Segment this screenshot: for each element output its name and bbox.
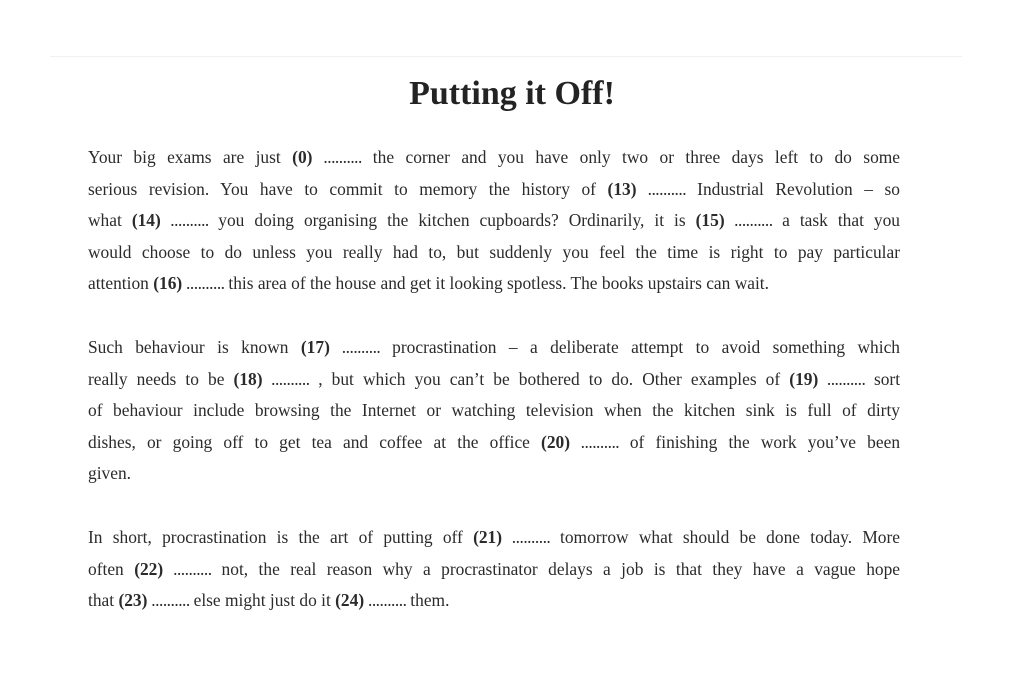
text-line [88, 174, 900, 206]
question-number: (20) [541, 431, 571, 452]
passage-text: of behaviour include browsing the Internet or watching television when the kitchen sink is full of dirty [88, 400, 900, 421]
question-number: (21) [473, 527, 503, 547]
passage-text: Your big exams are just [88, 147, 293, 167]
answer-blank: .......... [502, 527, 561, 547]
passage-text: that [88, 590, 119, 611]
text-line [88, 364, 900, 396]
passage-text: what [88, 210, 132, 231]
question-number: (0) [292, 147, 313, 167]
text-line [88, 142, 900, 174]
passage-text: would choose to do unless you really had to, but suddenly you feel the time is right to pay particular [88, 241, 900, 262]
passage-text: a task that you [782, 210, 901, 231]
question-number: (15) [695, 210, 725, 231]
passage-text: else might just do it [193, 590, 336, 611]
question-number: (19) [789, 368, 819, 389]
passage-text: In short, procrastination is the art of putting off [88, 527, 474, 547]
passage-text: of finishing the work you’ve been [629, 431, 901, 452]
passage-text: attention [88, 273, 154, 294]
passage-text: them. [410, 590, 450, 611]
question-number: (14) [131, 210, 161, 231]
answer-blank: .......... [160, 210, 219, 231]
text-line [88, 554, 900, 586]
answer-blank: .......... [182, 273, 229, 294]
answer-blank: .......... [724, 210, 783, 231]
passage-text: tomorrow what should be done today. More [560, 527, 901, 547]
passage-text: given. [88, 463, 131, 484]
answer-blank: .......... [570, 431, 630, 452]
passage-text: really needs to be [88, 368, 234, 389]
question-number: (22) [134, 558, 164, 579]
text-line [88, 585, 900, 617]
question-number: (17) [300, 337, 330, 357]
answer-blank: .......... [329, 337, 393, 357]
text-line [88, 205, 900, 237]
text-line [88, 522, 900, 554]
answer-blank: .......... [818, 368, 874, 389]
question-number: (16) [153, 273, 183, 294]
passage-text: Industrial Revolution – so [697, 178, 900, 199]
answer-blank: .......... [312, 147, 373, 167]
passage-text: dishes, or going off to get tea and coffee at the office [88, 431, 542, 452]
passage-text: not, the real reason why a procrastinator delays a job is that they have a vague hope [221, 558, 901, 579]
passage-text: this area of the house and get it looking spotless. The books upstairs can wait. [228, 273, 769, 294]
passage-text: Such behaviour is known [88, 337, 301, 357]
paragraph-3 [88, 522, 900, 617]
passage-text: , but which you can’t be bothered to do. Other examples of [318, 368, 790, 389]
text-line [88, 237, 900, 269]
text-line [88, 427, 900, 459]
passage-text: sort [873, 368, 901, 389]
passage-text: often [88, 558, 135, 579]
passage-text: you doing organising the kitchen cupboards? Ordinarily, it is [218, 210, 696, 231]
text-line [88, 458, 900, 490]
passage-text: procrastination – a deliberate attempt to avoid something which [392, 337, 900, 357]
text-line [88, 332, 900, 364]
paragraph-2 [88, 332, 900, 490]
page-title: Putting it Off! [409, 75, 615, 112]
answer-blank: .......... [163, 558, 222, 579]
passage-text: serious revision. You have to commit to memory the history of [88, 178, 608, 199]
paragraph-1 [88, 142, 900, 300]
text-line [88, 395, 900, 427]
answer-blank: .......... [364, 590, 411, 611]
text-line [88, 268, 900, 300]
question-number: (13) [607, 178, 637, 199]
question-number: (24) [335, 590, 365, 611]
passage-text: the corner and you have only two or three days left to do some [372, 147, 901, 167]
question-number: (18) [233, 368, 263, 389]
answer-blank: .......... [147, 590, 194, 611]
answer-blank: .......... [262, 368, 319, 389]
answer-blank: .......... [636, 178, 698, 199]
question-number: (23) [118, 590, 148, 611]
